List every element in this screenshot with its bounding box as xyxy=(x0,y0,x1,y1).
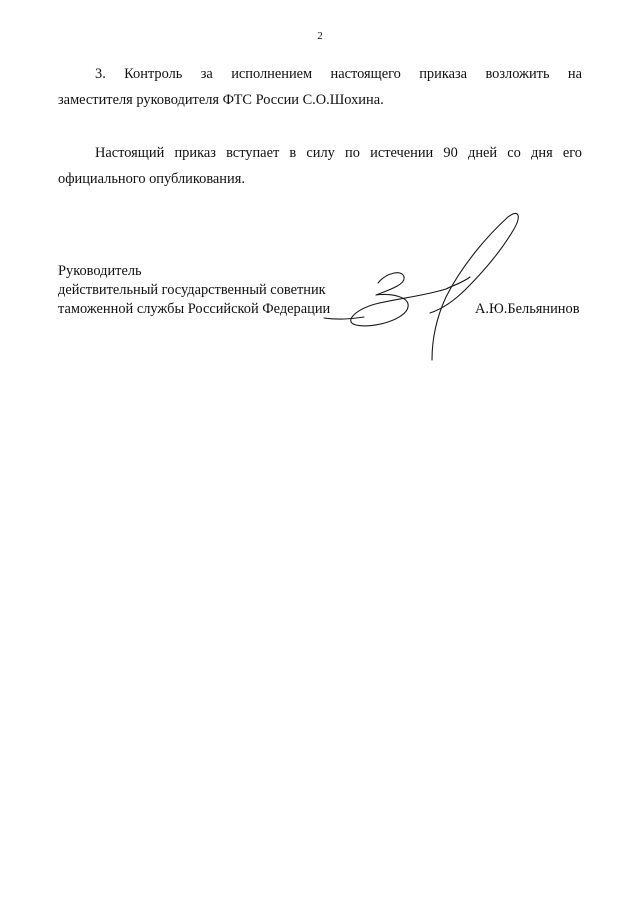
paragraph-effective-date xyxy=(58,140,582,192)
handwritten-signature xyxy=(320,205,540,365)
paragraph-line: заместителя руководителя ФТС России С.О.Шохина. xyxy=(58,92,384,108)
signatory-position xyxy=(58,262,330,319)
paragraph-control xyxy=(58,61,582,113)
position-line: действительный государственный советник xyxy=(58,282,326,298)
page-number: 2 xyxy=(317,30,323,42)
position-line: Руководитель xyxy=(58,263,142,279)
paragraph-line: официального опубликования. xyxy=(58,171,245,187)
paragraph-line: Настоящий приказ вступает в силу по истечении 90 дней со дня его xyxy=(95,145,582,161)
position-line: таможенной службы Российской Федерации xyxy=(58,301,331,317)
paragraph-line: 3. Контроль за исполнением настоящего приказа возложить на xyxy=(95,66,582,82)
signer-name: А.Ю.Бельянинов xyxy=(475,301,580,317)
